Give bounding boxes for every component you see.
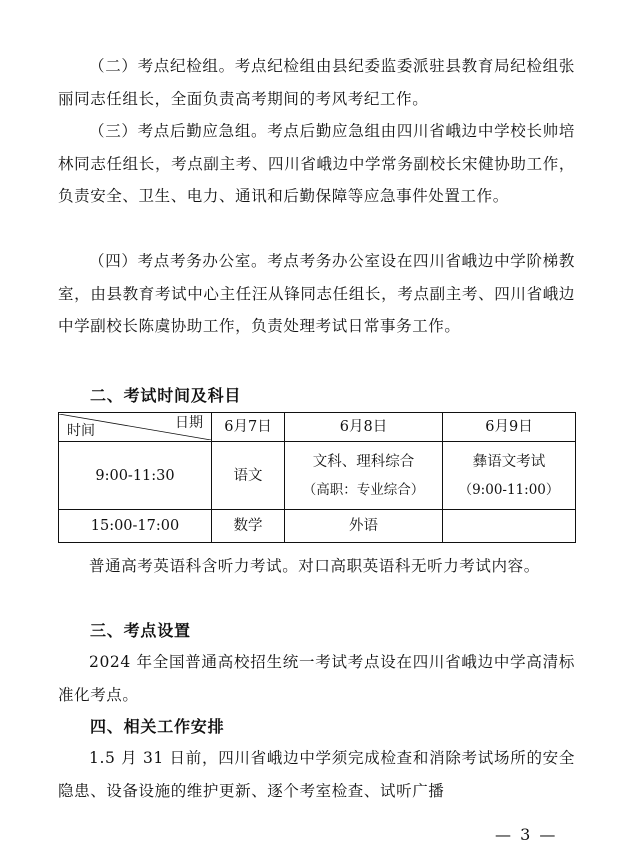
paragraph-listening-note: 普通高考英语科含听力考试。对口高职英语科无听力考试内容。	[89, 557, 540, 575]
paragraph-affairs-office: （四）考点考务办公室。考点考务办公室设在四川省峨边中学阶梯教室，由县教育考试中心主任汪从锋同志任组长，考点副主考、四川省峨边中学副校长陈虞协助工作，负责处理考试日常事务工作。	[58, 252, 575, 335]
subject-cell: 外语	[285, 510, 443, 543]
subject-cell	[443, 510, 576, 543]
subject-subline: （9:00-11:00）	[458, 481, 560, 498]
page-number: — 3 —	[495, 825, 558, 844]
table-corner-cell	[59, 413, 212, 442]
subject-cell-multi	[443, 442, 576, 510]
exam-schedule-table	[58, 412, 576, 543]
paragraph-discipline-group: （二）考点纪检组。考点纪检组由县纪委监委派驻县教育局纪检组张丽同志任组长，全面负责高考期间的考风考纪工作。	[58, 57, 575, 108]
corner-time-label: 时间	[67, 423, 95, 439]
subject-cell-multi	[285, 442, 443, 510]
subject-cell: 语文	[212, 442, 285, 510]
subject-line: 文科、理科综合	[312, 453, 415, 470]
heading-work-arrangement: 四、相关工作安排	[90, 717, 225, 736]
subject-subline: （高职：专业综合）	[302, 481, 425, 498]
heading-exam-site: 三、考点设置	[90, 621, 191, 640]
subject-line: 彝语文考试	[472, 453, 546, 470]
paragraph-work-item-1: 1.5 月 31 日前，四川省峨边中学须完成检查和消除考试场所的安全隐患、设备设施的维护更新、逐个考室检查、试听广播	[58, 749, 575, 800]
time-cell: 9:00-11:30	[59, 442, 212, 510]
table-header-row	[59, 413, 576, 442]
date-header-cell: 6月7日	[212, 413, 285, 442]
corner-date-label: 日期	[175, 415, 203, 431]
table-row	[59, 442, 576, 510]
paragraph-logistics-group: （三）考点后勤应急组。考点后勤应急组由四川省峨边中学校长帅培林同志任组长，考点副主考、四川省峨边中学常务副校长宋健协助工作，负责安全、卫生、电力、通讯和后勤保障等应急事件处置工作。	[58, 122, 575, 205]
time-cell: 15:00-17:00	[59, 510, 212, 543]
subject-cell: 数学	[212, 510, 285, 543]
table-row	[59, 510, 576, 543]
date-header-cell: 6月9日	[443, 413, 576, 442]
heading-exam-time: 二、考试时间及科目	[90, 386, 242, 405]
paragraph-exam-site: 2024 年全国普通高校招生统一考试考点设在四川省峨边中学高清标准化考点。	[58, 653, 575, 704]
date-header-cell: 6月8日	[285, 413, 443, 442]
